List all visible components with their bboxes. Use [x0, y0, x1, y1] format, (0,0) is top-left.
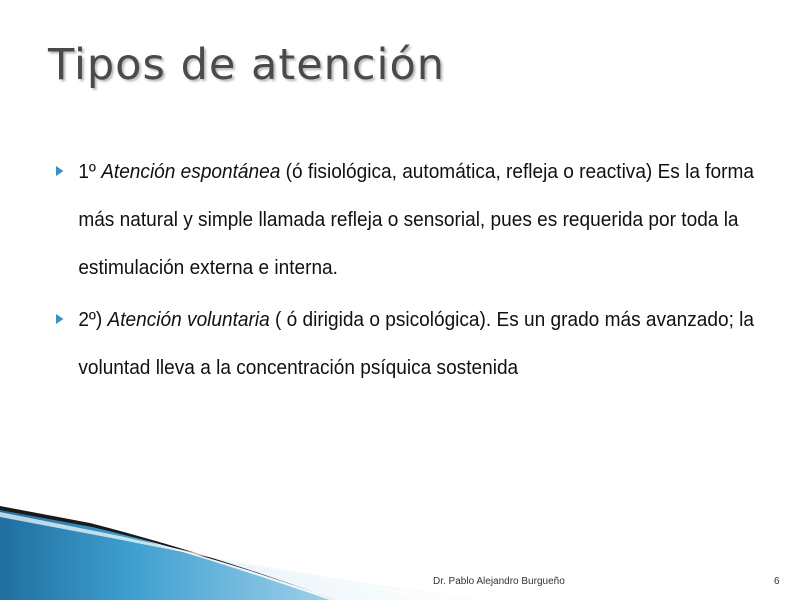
- decorative-swoosh: [0, 490, 800, 600]
- bullet-1-emphasis: Atención espontánea: [101, 160, 281, 183]
- slide-title: Tipos de atención: [48, 40, 446, 90]
- footer-author: Dr. Pablo Alejandro Burgueño: [433, 576, 565, 587]
- bullet-1-text: (ó fisiológica, automática, refleja o reactiva) Es la forma más natural y simple llamada refleja o sensorial, pues es requerida por toda la estimulación externa e interna.: [78, 160, 754, 279]
- bullet-2-emphasis: Atención voluntaria: [107, 308, 270, 331]
- bullet-item-2: [56, 296, 785, 392]
- bullet-arrow-icon: [56, 314, 63, 324]
- bullet-arrow-icon: [56, 166, 63, 176]
- bullet-item-1: [56, 148, 785, 292]
- footer-page-number: 6: [774, 576, 780, 587]
- bullet-2-prefix: 2º): [78, 308, 108, 331]
- bullet-1-prefix: 1º: [78, 160, 102, 183]
- swoosh-blue-band: [0, 508, 330, 600]
- bullet-list: [56, 148, 776, 392]
- bullet-2-text: ( ó dirigida o psicológica). Es un grado más avanzado; la voluntad lleva a la concentración psíquica sostenida: [78, 308, 755, 379]
